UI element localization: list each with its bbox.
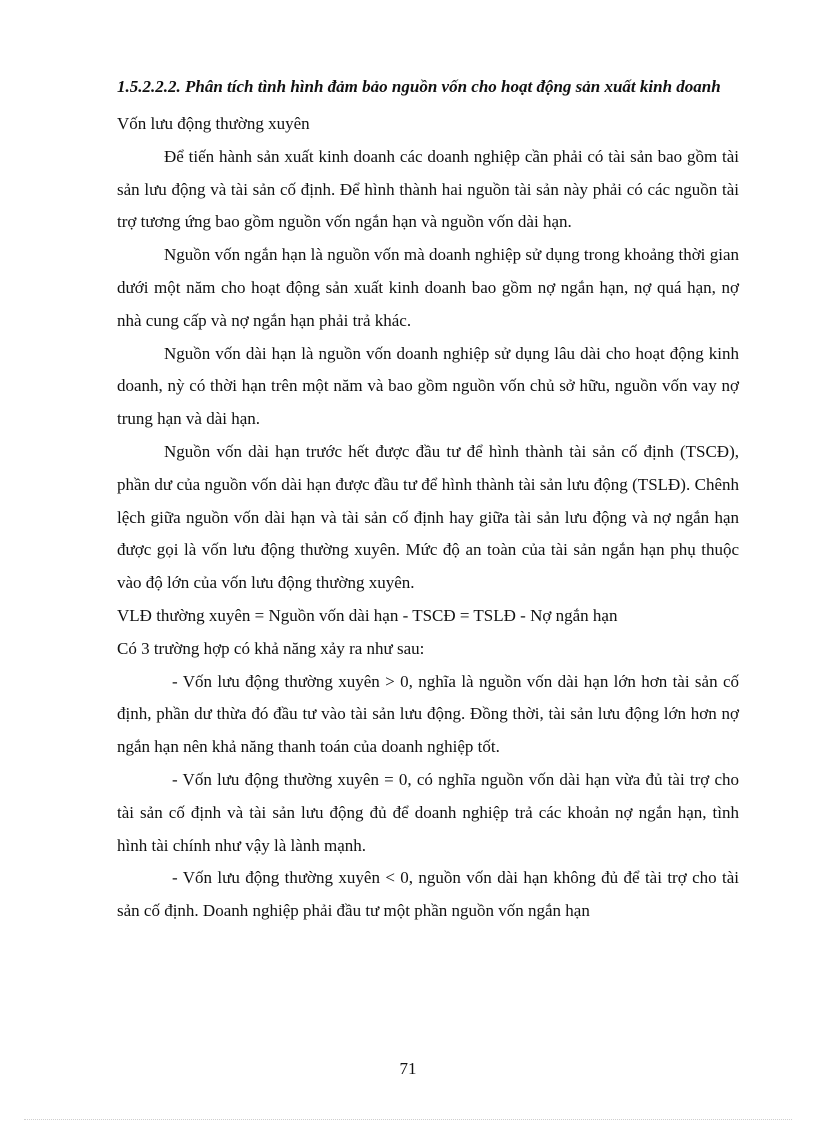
case-negative: - Vốn lưu động thường xuyên < 0, nguồn vốn dài hạn không đủ để tài trợ cho tài sản cố định. Doanh nghiệp phải đầu tư một phần nguồn vốn ngắn hạn xyxy=(117,868,739,921)
cases-intro: Có 3 trường hợp có khả năng xảy ra như sau: xyxy=(117,638,425,658)
paragraph-4: Nguồn vốn dài hạn trước hết được đầu tư để hình thành tài sản cố định (TSCĐ), phần dư của nguồn vốn dài hạn được đầu tư để hình thành tài sản lưu động (TSLĐ). Chênh lệch giữa nguồn vốn dài hạn và tài sản cố định hay giữa tài sản lưu động và nợ ngắn hạn được gọi là vốn lưu động thường xuyên. Mức độ an toàn của tài sản ngắn hạn phụ thuộc vào độ lớn của vốn lưu động thường xuyên. xyxy=(117,441,739,593)
case-zero: - Vốn lưu động thường xuyên = 0, có nghĩa nguồn vốn dài hạn vừa đủ tài trợ cho tài sản cố định và tài sản lưu động đủ để doanh nghiệp trả các khoản nợ ngắn hạn, tình hình tài chính như vậy là lành mạnh. xyxy=(117,769,739,855)
paragraph-3: Nguồn vốn dài hạn là nguồn vốn doanh nghiệp sử dụng lâu dài cho hoạt động kinh doanh, nỳ có thời hạn trên một năm và bao gồm nguồn vốn chủ sở hữu, nguồn vốn vay nợ trung hạn và dài hạn. xyxy=(117,343,739,429)
case-positive: - Vốn lưu động thường xuyên > 0, nghĩa là nguồn vốn dài hạn lớn hơn tài sản cố định, phần dư thừa đó đầu tư vào tài sản lưu động. Đồng thời, tài sản lưu động lớn hơn nợ ngắn hạn nên khả năng thanh toán của doanh nghiệp tốt. xyxy=(117,671,739,757)
paragraph-2: Nguồn vốn ngắn hạn là nguồn vốn mà doanh nghiệp sử dụng trong khoảng thời gian dưới một năm cho hoạt động sản xuất kinh doanh bao gồm nợ ngắn hạn, nợ quá hạn, nợ nhà cung cấp và nợ ngắn hạn phải trả khác. xyxy=(117,245,739,330)
page-number: 71 xyxy=(399,1059,417,1078)
document-page xyxy=(117,70,739,928)
subheading: Vốn lưu động thường xuyên xyxy=(117,114,310,133)
paragraph-1: Để tiến hành sản xuất kinh doanh các doanh nghiệp cần phải có tài sản bao gồm tài sản lưu động và tài sản cố định. Để hình thành hai nguồn tài sản này phải có các nguồn tài trợ tương ứng bao gồm nguồn vốn ngắn hạn và nguồn vốn dài hạn. xyxy=(117,146,739,232)
footer-divider xyxy=(24,1119,792,1120)
formula-line: VLĐ thường xuyên = Nguồn vốn dài hạn - TSCĐ = TSLĐ - Nợ ngắn hạn xyxy=(117,605,618,625)
section-heading: 1.5.2.2.2. Phân tích tình hình đảm bảo nguồn vốn cho hoạt động sản xuất kinh doanh xyxy=(117,77,721,96)
